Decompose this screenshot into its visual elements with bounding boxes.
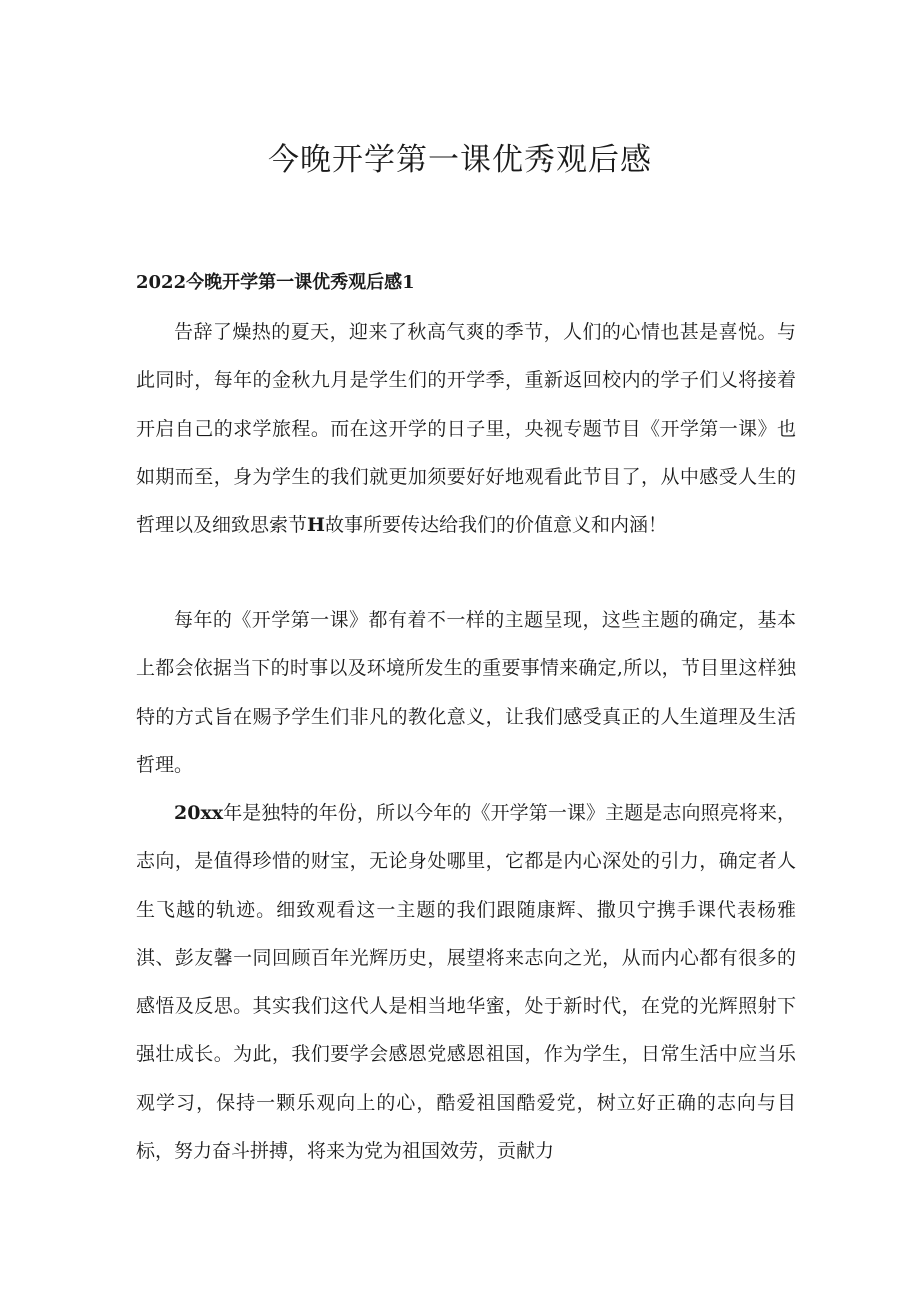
paragraph-3 [136, 789, 796, 1175]
document-title: 今晚开学第一课优秀观后感 [268, 142, 652, 178]
paragraph-1-text-a: 告辞了燥热的夏天，迎来了秋高气爽的季节，人们的心情也甚是喜悦。与此同时，每年的金秋九月是学生们的开学季，重新返回校内的学子们乂将接着开启自己的求学旅程。而在这开学的日子里，央视专题节目《开学第一课》也如期而至，身为学生的我们就更加须要好好地观看此节目了，从中感受人生的哲理以及细致思索节 [136, 321, 796, 537]
paragraph-2: 每年的《开学第一课》都有着不一样的主题呈现，这些主题的确定，基本上都会依据当下的时事以及环境所发生的重要事情来确定,所以，节目里这样独特的方式旨在赐予学生们非凡的教化意义，让我们感受真正的人生道理及生活哲理。 [136, 609, 796, 776]
paragraph-3-text: 年是独特的年份，所以今年的《开学第一课》主题是志向照亮将来，志向，是值得珍惜的财宝，无论身处哪里，它都是内心深处的引力，确定者人生飞越的轨迹。细致观看这一主题的我们跟随康辉、撒贝宁携手课代表杨雅淇、彭友馨一同回顾百年光辉历史，展望将来志向之光，从而内心都有很多的感悟及反思。其实我们这代人是相当地华蜜，处于新时代，在党的光辉照射下强壮成长。为此，我们要学会感恩党感恩祖国，作为学生，日常生活中应当乐观学习，保持一颗乐观向上的心，酷爱祖国酷爱党，树立好正确的志向与目标，努力奋斗拼搏，将来为党为祖国效劳，贡献力 [136, 802, 796, 1163]
paragraph-3-year-lead: 20xx [174, 802, 224, 824]
paragraph-1 [136, 308, 796, 549]
section-heading: 2022今晚开学第一课优秀观后感1 [136, 272, 415, 293]
paragraph-1-text-b: 故事所要传达给我们的价值意义和内涵！ [324, 514, 667, 537]
paragraph-1-bold-glyph: H [307, 514, 325, 537]
